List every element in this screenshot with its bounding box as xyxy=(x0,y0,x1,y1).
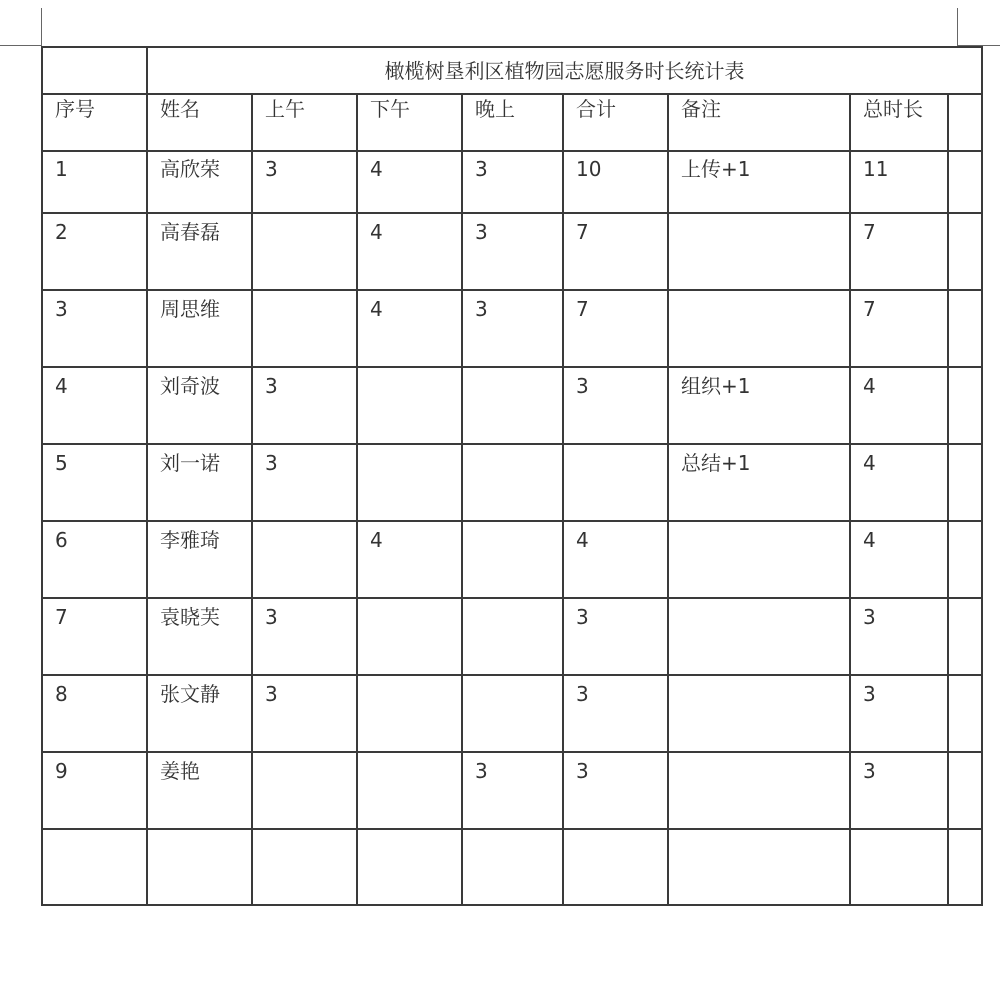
header-row xyxy=(42,94,982,151)
table-cell[interactable] xyxy=(462,367,563,444)
table-row xyxy=(42,829,982,905)
table-cell[interactable]: 周思维 xyxy=(147,290,252,367)
column-header[interactable]: 上午 xyxy=(252,94,357,151)
table-cell[interactable]: 刘奇波 xyxy=(147,367,252,444)
table-row xyxy=(42,598,982,675)
table-cell[interactable] xyxy=(462,521,563,598)
table-cell[interactable] xyxy=(462,675,563,752)
column-header[interactable]: 下午 xyxy=(357,94,462,151)
table-cell[interactable] xyxy=(357,829,462,905)
table-cell[interactable]: 5 xyxy=(42,444,147,521)
table-cell[interactable]: 4 xyxy=(357,290,462,367)
table-cell[interactable] xyxy=(252,829,357,905)
table-cell[interactable] xyxy=(948,752,982,829)
table-cell[interactable]: 组织+1 xyxy=(668,367,850,444)
table-cell[interactable]: 9 xyxy=(42,752,147,829)
table-cell[interactable] xyxy=(668,290,850,367)
table-cell[interactable]: 4 xyxy=(850,521,948,598)
table-cell[interactable] xyxy=(668,213,850,290)
table-cell[interactable] xyxy=(357,675,462,752)
table-cell[interactable] xyxy=(948,675,982,752)
table-cell[interactable]: 11 xyxy=(850,151,948,213)
table-row xyxy=(42,213,982,290)
table-cell[interactable]: 7 xyxy=(42,598,147,675)
table-cell[interactable]: 刘一诺 xyxy=(147,444,252,521)
table-cell[interactable]: 高欣荣 xyxy=(147,151,252,213)
table-cell[interactable]: 4 xyxy=(357,213,462,290)
table-cell[interactable]: 3 xyxy=(563,367,668,444)
table-cell[interactable]: 4 xyxy=(850,367,948,444)
column-header[interactable]: 序号 xyxy=(42,94,147,151)
crop-mark-left-horizontal xyxy=(0,45,42,46)
table-cell[interactable]: 8 xyxy=(42,675,147,752)
table-cell[interactable]: 3 xyxy=(252,151,357,213)
column-header[interactable]: 总时长 xyxy=(850,94,948,151)
table-cell[interactable]: 3 xyxy=(462,213,563,290)
table-cell[interactable]: 3 xyxy=(252,675,357,752)
table-cell[interactable] xyxy=(948,151,982,213)
table-cell[interactable]: 4 xyxy=(42,367,147,444)
table-cell[interactable] xyxy=(462,829,563,905)
table-cell[interactable] xyxy=(948,367,982,444)
table-cell[interactable]: 3 xyxy=(252,444,357,521)
table-cell[interactable] xyxy=(147,829,252,905)
table-cell[interactable] xyxy=(252,752,357,829)
table-cell[interactable] xyxy=(850,829,948,905)
table-cell[interactable] xyxy=(563,444,668,521)
column-header[interactable]: 姓名 xyxy=(147,94,252,151)
table-cell[interactable]: 7 xyxy=(850,213,948,290)
table-cell[interactable] xyxy=(357,598,462,675)
table-cell[interactable]: 3 xyxy=(850,752,948,829)
title-row xyxy=(42,47,982,94)
table-cell[interactable]: 姜艳 xyxy=(147,752,252,829)
table-cell[interactable]: 3 xyxy=(462,151,563,213)
table-cell[interactable]: 李雅琦 xyxy=(147,521,252,598)
table-cell[interactable] xyxy=(668,752,850,829)
column-header[interactable] xyxy=(948,94,982,151)
table-cell[interactable]: 3 xyxy=(850,598,948,675)
table-cell[interactable]: 3 xyxy=(252,598,357,675)
table-cell[interactable]: 总结+1 xyxy=(668,444,850,521)
column-header[interactable]: 晚上 xyxy=(462,94,563,151)
table-cell[interactable] xyxy=(668,598,850,675)
table-cell[interactable]: 张文静 xyxy=(147,675,252,752)
table-cell[interactable] xyxy=(668,521,850,598)
table-cell[interactable]: 6 xyxy=(42,521,147,598)
table-cell[interactable] xyxy=(948,444,982,521)
table-cell[interactable]: 4 xyxy=(850,444,948,521)
table-cell[interactable] xyxy=(948,829,982,905)
table-cell[interactable]: 3 xyxy=(563,598,668,675)
table-row xyxy=(42,290,982,367)
table-cell[interactable] xyxy=(357,444,462,521)
table-cell[interactable]: 3 xyxy=(462,752,563,829)
table-cell[interactable] xyxy=(252,521,357,598)
table-cell[interactable]: 高春磊 xyxy=(147,213,252,290)
title-blank-cell[interactable] xyxy=(42,47,147,94)
table-cell[interactable]: 10 xyxy=(563,151,668,213)
table-cell[interactable] xyxy=(42,829,147,905)
table-cell[interactable]: 3 xyxy=(252,367,357,444)
table-cell[interactable] xyxy=(948,521,982,598)
table-cell[interactable]: 3 xyxy=(42,290,147,367)
table-cell[interactable] xyxy=(357,367,462,444)
table-cell[interactable] xyxy=(462,444,563,521)
table-cell[interactable]: 上传+1 xyxy=(668,151,850,213)
table-row xyxy=(42,444,982,521)
table-row xyxy=(42,675,982,752)
table-cell[interactable]: 1 xyxy=(42,151,147,213)
table-row xyxy=(42,367,982,444)
table-cell[interactable]: 4 xyxy=(357,151,462,213)
table-cell[interactable]: 4 xyxy=(357,521,462,598)
table-cell[interactable] xyxy=(462,598,563,675)
column-header[interactable]: 合计 xyxy=(563,94,668,151)
table-cell[interactable] xyxy=(252,213,357,290)
table-cell[interactable]: 7 xyxy=(563,290,668,367)
table-cell[interactable]: 2 xyxy=(42,213,147,290)
table-cell[interactable]: 4 xyxy=(563,521,668,598)
table-cell[interactable] xyxy=(948,213,982,290)
table-cell[interactable]: 7 xyxy=(563,213,668,290)
table-row xyxy=(42,752,982,829)
volunteer-hours-table xyxy=(41,46,983,906)
table-cell[interactable]: 3 xyxy=(850,675,948,752)
table-cell[interactable]: 3 xyxy=(563,752,668,829)
column-header[interactable]: 备注 xyxy=(668,94,850,151)
table-cell[interactable] xyxy=(252,290,357,367)
crop-mark-left-vertical xyxy=(41,8,42,46)
table-cell[interactable] xyxy=(948,598,982,675)
table-cell[interactable] xyxy=(563,829,668,905)
table-title[interactable]: 橄榄树垦利区植物园志愿服务时长统计表 xyxy=(147,47,982,94)
table-row xyxy=(42,151,982,213)
table-cell[interactable] xyxy=(668,675,850,752)
table-cell[interactable] xyxy=(357,752,462,829)
table-cell[interactable]: 3 xyxy=(462,290,563,367)
table-row xyxy=(42,521,982,598)
table-cell[interactable] xyxy=(948,290,982,367)
table-cell[interactable]: 3 xyxy=(563,675,668,752)
table-cell[interactable]: 7 xyxy=(850,290,948,367)
crop-mark-right-vertical xyxy=(957,8,958,46)
table-cell[interactable] xyxy=(668,829,850,905)
table-cell[interactable]: 袁晓芙 xyxy=(147,598,252,675)
